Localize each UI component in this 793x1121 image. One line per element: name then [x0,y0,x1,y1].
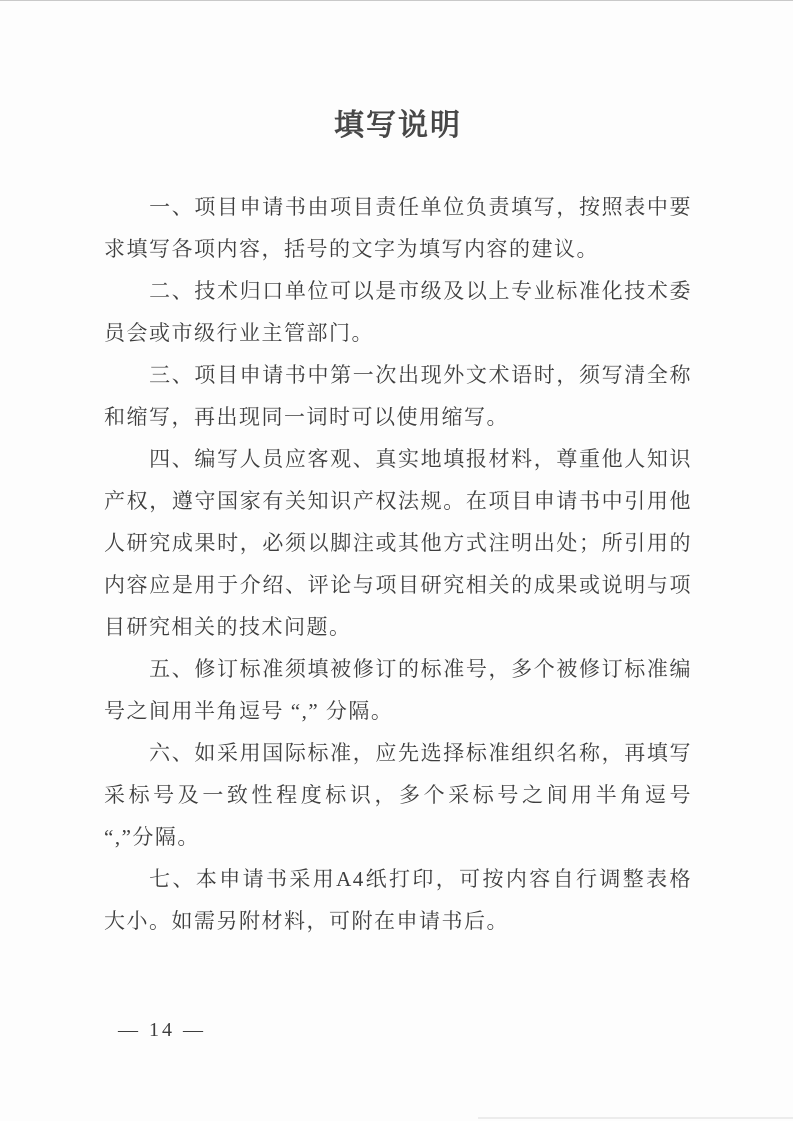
instruction-paragraph: 四、编写人员应客观、真实地填报材料，尊重他人知识产权，遵守国家有关知识产权法规。在项目申请书中引用他人研究成果时，必须以脚注或其他方式注明出处；所引用的内容应是用于介绍、评论与项目研究相关的成果或说明与项目研究相关的技术问题。 [104,447,692,639]
scan-artifact-bottom-edge [478,1117,793,1119]
instruction-paragraph: 一、项目申请书由项目责任单位负责填写，按照表中要求填写各项内容，括号的文字为填写内容的建议。 [104,195,692,261]
instruction-paragraph: 二、技术归口单位可以是市级及以上专业标准化技术委员会或市级行业主管部门。 [104,279,692,345]
instruction-paragraph: 三、项目申请书中第一次出现外文术语时，须写清全称和缩写，再出现同一词时可以使用缩写。 [104,363,692,429]
instructions-body [104,186,692,942]
instruction-paragraph: 五、修订标准须填被修订的标准号，多个被修订标准编号之间用半角逗号 “,” 分隔。 [104,657,692,723]
instruction-paragraph: 六、如采用国际标准，应先选择标准组织名称，再填写采标号及一致性程度标识，多个采标号之间用半角逗号 “,”分隔。 [104,741,692,849]
scan-artifact-top-edge [0,0,793,1]
instruction-paragraph: 七、本申请书采用A4纸打印，可按内容自行调整表格大小。如需另附材料，可附在申请书后。 [104,867,692,933]
page-title: 填写说明 [334,109,462,142]
page-number: — 14 — [118,1019,206,1041]
